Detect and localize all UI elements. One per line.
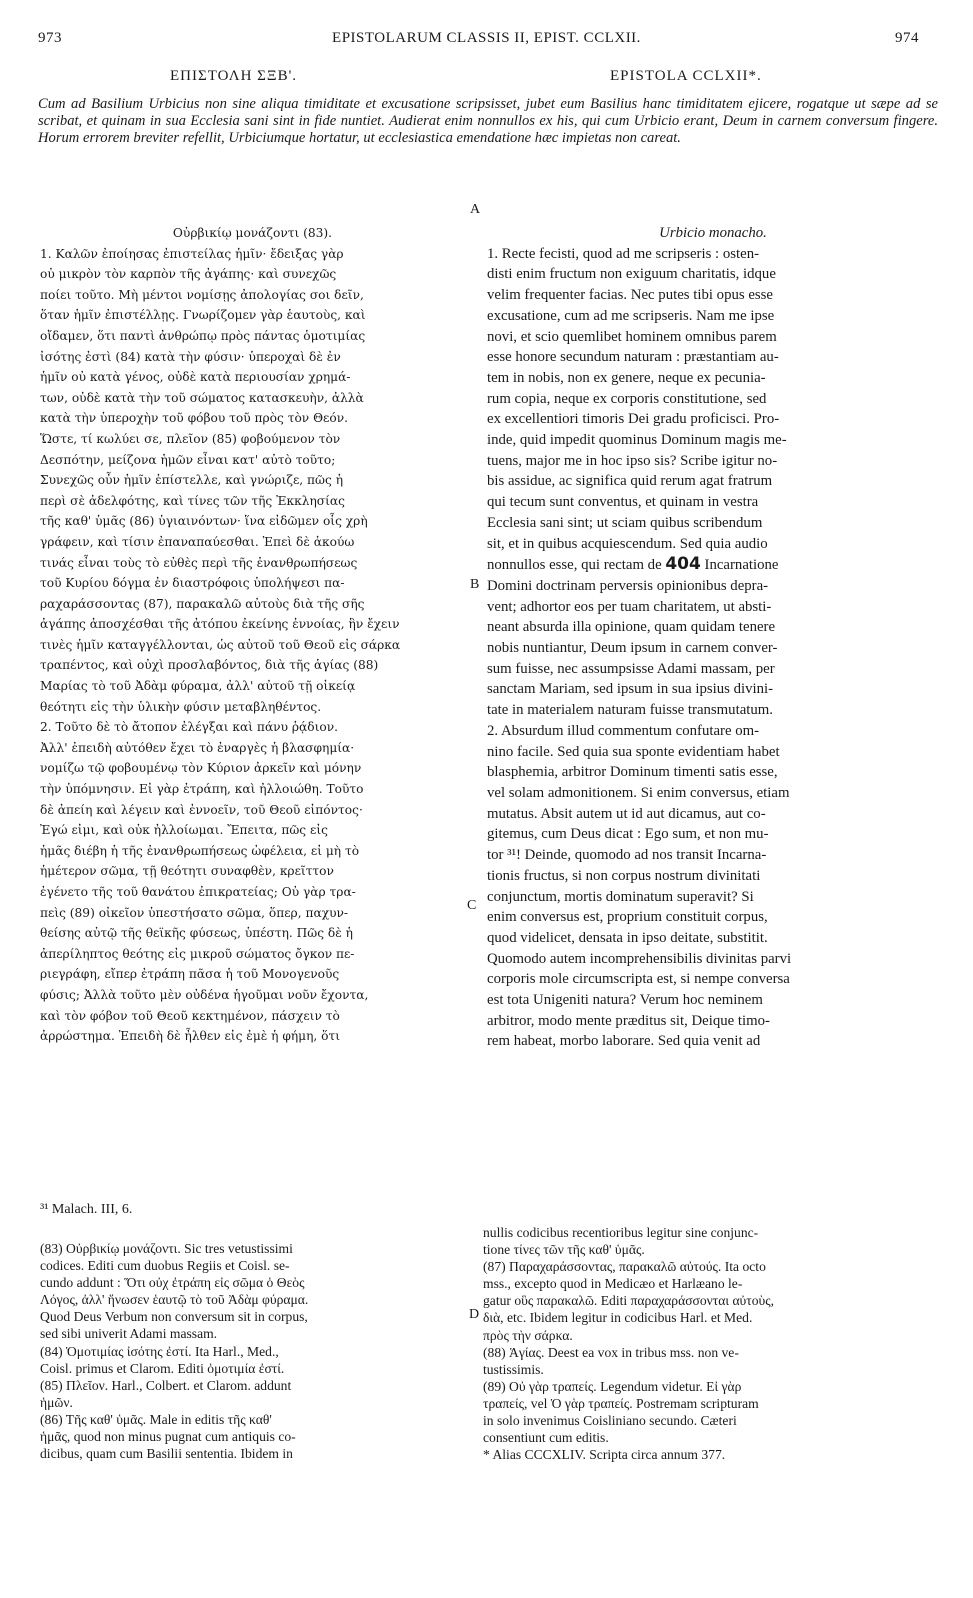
latin-text-line: neant absurda illa opinione, quam quidam tenere [487,619,776,636]
greek-text-line: πεὶς (89) οἰκεῖον ὑπεστήσατο σῶμα, ὅπερ, παχυν- [40,905,349,920]
greek-text-line: Δεσπότην, μείζονα ἡμῶν εἶναι κατ' αὐτὸ τοῦτο; [40,452,336,467]
greek-text-line: ἀρρώστημα. Ἐπειδὴ δὲ ἦλθεν εἰς ἐμὲ ἡ φήμη, ὅτι [40,1029,340,1044]
footnote-line: (83) Οὐρβικίῳ μονάζοντι. Sic tres vetustissimi [40,1241,293,1256]
footnotes-right [483,1224,941,1463]
latin-text-line: Ecclesia sani sint; ut sciam quibus scribendum [487,514,763,531]
latin-text-line: rum copia, neque ex corporis constitutione, sed [487,390,767,407]
latin-text-line: mutatus. Absit autem ut id aut dicamus, aut co- [487,805,766,822]
latin-line-404-pre: nonnullos esse, qui rectam de [487,557,666,574]
latin-text-line: 1. Recte fecisti, quod ad me scripseris : osten- [487,245,760,262]
latin-text-line: 2. Absurdum illud commentum confutare om- [487,722,760,739]
latin-text-line: sanctam Mariam, sed ipsum in sua ipsius divini- [487,681,774,698]
latin-text-line: quod videlicet, densata in ipso deitate, substitit. [487,929,768,946]
greek-text-line: τραπέντος, καὶ οὐχὶ προσλαβόντος, διὰ τῆς ἁγίας (88) [40,658,379,673]
greek-text-line: θεότητι εἰς τὴν ὑλικὴν φύσιν μεταβληθέντος. [40,699,322,714]
greek-text-line: Μαρίας τὸ τοῦ Ἀδὰμ φύραμα, ἀλλ' αὐτοῦ τῇ οἰκείᾳ [40,679,356,694]
latin-line-404-post: Incarnatione [700,557,779,574]
latin-text-line: blasphemia, arbitror Dominum timenti satis esse, [487,764,778,781]
greek-column [40,223,465,1047]
greek-text-line: Ὥστε, τί κωλύει σε, πλεῖον (85) φοβούμενον τὸν [40,431,341,446]
running-title: EPISTOLARUM CLASSIS II, EPIST. CCLXII. [332,30,641,46]
greek-text-line: ἀπερίληπτος θεότης εἰς μικροῦ σώματος ὄγκον πε- [40,946,355,961]
latin-epistle-title: EPISTOLA CCLXII*. [610,68,762,84]
greek-text-line: κατὰ τὴν ὑπεροχὴν τοῦ φόβου τοῦ πρὸς τὸν Θεόν. [40,411,348,426]
greek-text-line: ἡμῖν οὐ κατὰ γένος, οὐδὲ κατὰ περιουσίαν χρημά- [40,370,351,385]
latin-text-line: novi, et scio quemlibet hominem omnibus parem [487,328,777,345]
footnote-line: sed sibi univerit Adami massam. [40,1326,218,1342]
page-number-left: 973 [38,30,62,46]
greek-text-line: ραχαράσσοντας (87), παρακαλῶ αὐτοὺς διὰ τῆς σῆς [40,596,365,611]
latin-text-line: qui tecum sunt conventus, et quinam in vestra [487,494,759,511]
latin-text-line: esse honore secundum naturam : præstantiam au- [487,349,779,366]
latin-text-line: arbitror, modo mente præditus sit, Deique timo- [487,1012,770,1029]
margin-marker-b: B [470,577,480,592]
greek-text-line: τοῦ Κυρίου δόγμα ἐν διαστρόφοις ὑπολήψεσι πα- [40,576,345,591]
greek-text-line: τῆς καθ' ὑμᾶς (86) ὑγιαινόντων· ἵνα εἰδῶμεν οἷς χρὴ [40,514,368,529]
latin-text-line: bis assidue, ac significa quid rerum agat fratrum [487,473,773,490]
greek-text-line: νομίζω τῷ φοβουμένῳ τὸν Κύριον ἀρκεῖν καὶ μόνην [40,761,362,776]
footnote-line: tustissimis. [483,1361,544,1377]
footnote-line: * Alias CCCXLIV. Scripta circa annum 377. [483,1447,726,1463]
greek-text-line: των, οὐδὲ κατὰ τὴν τοῦ σώματος κατασκευὴν, ἀλλὰ [40,390,364,405]
footnote-line: gatur οὓς παρακαλῶ. Editi παραχαράσσονται αὐτοὺς, [483,1293,775,1309]
latin-text-line: tem in nobis, non ex genere, neque ex pecunia- [487,369,766,386]
footnote-line: Λόγος, ἀλλ' ἥνωσεν ἑαυτῷ τὸ τοῦ Ἀδὰμ φύραμα. [40,1292,309,1308]
epistle-summary: Cum ad Basilium Urbicius non sine aliqua timiditate et excusatione scripsisset, jubet eum Basilius hanc timiditatem ejicere, rogatque ut sæpe ad se scribat, et quinam in sua Ecclesia sani sint in fide nuntiet. Audierat enim nonnullos ex his, qui cum Urbicio erant, Deum in carnem conversum fingere. Horum errorem breviter refellit, Urbiciumque hortatur, ut ecclesiastica emendatione hæc impietas non careat. [38,96,938,146]
latin-text-line: est tota Unigeniti natura? Verum hoc neminem [487,992,763,1009]
latin-text-line: disti enim fructum non exiguum charitatis, idque [487,266,776,283]
footnote-line: mss., excepto quod in Medicæo et Harlæano le- [483,1276,743,1292]
footnote-line: πρὸς τὴν σάρκα. [483,1327,573,1343]
latin-text-line: nobis nuntiantur, Deum ipsum in carnem conver- [487,640,778,657]
latin-heading: Urbicio monacho. [659,225,767,241]
greek-text-line: 1. Καλῶν ἐποίησας ἐπιστείλας ἡμῖν· ἔδειξας γὰρ [40,246,344,261]
footnote-line: in solo invenimus Coisliniano secundo. Cæteri [483,1413,737,1429]
greek-epistle-title: ΕΠΙΣΤΟΛΗ ΣΞΒ'. [170,68,298,84]
margin-marker-a: A [470,202,481,217]
greek-text-line: ἡμᾶς διέβη ἡ τῆς ἐνανθρωπήσεως ὠφέλεια, εἰ μὴ τὸ [40,843,360,858]
greek-text-line: Ἀλλ' ἐπειδὴ αὐτόθεν ἔχει τὸ ἐναργὲς ἡ βλασφημία· [40,740,355,755]
footnote-line: dicibus, quam cum Basilii sententia. Ibidem in [40,1446,293,1462]
greek-text-line: ἰσότης ἐστὶ (84) κατὰ τὴν φύσιν· ὑπεροχαὶ δὲ ἐν [40,349,341,364]
footnote-line: τραπείς, vel Ὁ γὰρ τραπείς. Postremam scripturam [483,1395,759,1411]
greek-text-line: ἡμέτερον σῶμα, τῇ θεότητι συναφθὲν, κρεῖττον [40,864,334,879]
latin-text-line: tate in materialem naturam fuisse transmutatum. [487,702,773,719]
footnote-line: (86) Τῆς καθ' ὑμᾶς. Male in editis τῆς καθ' [40,1411,272,1427]
greek-text [40,244,465,1047]
footnote-line: (84) Ὁμοτιμίας ἰσότης ἐστί. Ita Harl., Med., [40,1343,279,1359]
latin-column [487,223,939,1052]
footnote-line: ἡμῶν. [40,1394,73,1410]
greek-text-line: ποίει τοῦτο. Μὴ μέντοι νομίσῃς ἀπολογίας σοι δεῖν, [40,287,364,302]
latin-text-line: nino facile. Sed quia sua sponte evidentiam habet [487,743,780,760]
latin-text-line: Domini doctrinam perversis opinionibus depra- [487,577,769,594]
greek-text-line: περὶ σὲ ἀδελφότης, καὶ τίνες τῶν τῆς Ἐκκλησίας [40,493,345,508]
latin-text-line: rem habeat, morbo laborare. Sed quia venit ad [487,1033,761,1050]
greek-text-line: τινάς εἶναι τοὺς τὸ εὐθὲς περὶ τῆς ἐνανθρωπήσεως [40,555,358,570]
scripture-reference: ³¹ Malach. III, 6. [40,1202,133,1217]
footnote-line: tione τίνες τῶν τῆς καθ' ὑμᾶς. [483,1242,645,1258]
latin-text-line: sit, et in quibus acquiescendum. Sed quia audio [487,535,768,552]
latin-text-line: vel solam admonitionem. Si enim conversus, etiam [487,784,790,801]
footnote-line: consentiunt cum editis. [483,1430,609,1446]
footnotes-left [40,1240,468,1462]
greek-text-line: φύσις; Ἀλλὰ τοῦτο μὲν οὐδένα ἡγοῦμαι νοῦν ἔχοντα, [40,987,369,1002]
greek-text-line: ἐγένετο τῆς τοῦ θανάτου ἐπικρατείας; Οὐ γὰρ τρα- [40,885,356,899]
footnote-line: codices. Editi cum duobus Regiis et Coisl. se- [40,1258,290,1274]
latin-text-line: vent; adhortor eos per tuam charitatem, ut absti- [487,598,772,615]
greek-text-line: ὅταν ἡμῖν ἐπιστέλλῃς. Γνωρίζομεν γὰρ ἑαυτοὺς, καὶ [40,308,366,323]
greek-text-line: ριεγράφη, εἴπερ ἐτράπη πᾶσα ἡ τοῦ Μονογενοῦς [40,967,340,982]
margin-marker-c: C [467,898,477,913]
latin-text-part-2 [487,576,939,1052]
page-number-right: 974 [895,30,919,46]
latin-text-line: inde, quid impedit quominus Dominum magis me- [487,432,787,449]
latin-text-part-1 [487,244,939,555]
greek-text-line: 2. Τοῦτο δὲ τὸ ἄτοπον ἐλέγξαι καὶ πάνυ ῥᾴδιον. [40,720,338,735]
greek-text-line: ἀγάπης ἀποσχέσθαι τῆς ἀτόπου ἐκείνης ἐννοίας, ἣν ἔχειν [40,617,400,632]
latin-text-line: sum fuisse, nec assumpsisse Adami massam, per [487,660,775,677]
greek-text-line: δὲ ἀπείη καὶ λέγειν καὶ ἐννοεῖν, τοῦ Θεοῦ εἰπόντος· [40,802,363,817]
latin-text-line: ex excellentiori timoris Dei gradu proficisci. Pro- [487,411,780,428]
latin-text-line: Quomodo autem incomprehensibilis divinitas parvi [487,950,792,967]
latin-text-line: conjunctum, mortis dominatum superavit? Si [487,888,754,905]
latin-text-line: corporis mole circumscripta est, si nempe conversa [487,971,790,988]
footnote-line: (87) Παραχαράσσοντας, παρακαλῶ αὐτούς. Ita octo [483,1259,766,1275]
latin-line-with-page-mark [487,554,939,576]
footnote-line: διὰ, etc. Ibidem legitur in codicibus Harl. et Med. [483,1310,753,1326]
footnote-line: Coisl. primus et Clarom. Editi ὁμοτιμία ἐστί. [40,1360,285,1376]
greek-text-line: καὶ τὸν φόβον τοῦ Θεοῦ κεκτημένον, πάσχειν τὸ [40,1008,340,1023]
footnote-line: ἡμᾶς, quod non minus pugnat cum antiquis co- [40,1429,296,1445]
latin-text-line: velim frequenter facias. Nec putes tibi opus esse [487,287,773,304]
footnote-line: (85) Πλεῖον. Harl., Colbert. et Clarom. addunt [40,1377,292,1393]
greek-text-line: τὴν ὑπόμνησιν. Εἰ γὰρ ἐτράπη, καὶ ἠλλοιώθη. Τοῦτο [40,782,364,797]
margin-marker-d: D [469,1307,480,1322]
greek-text-line: οὐ μικρὸν τὸν καρπὸν τῆς ἀγάπης· καὶ συνεχῶς [40,267,337,282]
greek-text-line: τινὲς ἡμῖν καταγγέλλονται, ὡς αὐτοῦ τοῦ Θεοῦ εἰς σάρκα [40,637,401,652]
latin-text-line: tor ³¹! Deinde, quomodo ad nos transit Incarna- [487,847,767,864]
latin-text-line: tionis fructus, si non corpus nostrum divinitati [487,867,761,884]
greek-heading: Οὐρβικίῳ μονάζοντι (83). [172,226,333,240]
page-marker-404: 404 [665,554,701,575]
greek-text-line: Ἐγώ εἰμι, καὶ οὐκ ἠλλοίωμαι. Ἔπειτα, πῶς εἰς [40,823,328,838]
latin-text-line: tuens, major me in hoc ipso sis? Scribe igitur no- [487,452,778,469]
footnote-line: cundo addunt : Ὅτι οὐχ ἐτράπη εἰς σῶμα ὁ Θεὸς [40,1275,305,1291]
greek-text-line: Συνεχῶς οὖν ἡμῖν ἐπίστελλε, καὶ γνώριζε, πῶς ἡ [40,473,343,488]
greek-text-line: γράφειν, καὶ τίσιν ἐπαναπαύεσθαι. Ἐπεὶ δὲ ἀκούω [40,534,355,549]
latin-text-line: gitemus, cum Deus dicat : Ego sum, et non mu- [487,826,769,843]
footnote-line: (89) Οὐ γὰρ τραπείς. Legendum videtur. Εἰ γὰρ [483,1378,742,1394]
greek-text-line: θείσης αὐτῷ τῆς θεϊκῆς φύσεως, ὑπέστη. Πῶς δὲ ἡ [40,926,353,941]
latin-text-line: excusatione, cum ad me scripseris. Nam me ipse [487,307,775,324]
footnote-line: Quod Deus Verbum non conversum sit in corpus, [40,1309,308,1325]
greek-text-line: οἴδαμεν, ὅτι παντὶ ἀνθρώπῳ πρὸς πάντας ὁμοτιμίας [40,328,366,343]
footnote-line: nullis codicibus recentioribus legitur sine conjunc- [483,1225,759,1240]
footnote-line: (88) Ἁγίας. Deest ea vox in tribus mss. non ve- [483,1344,739,1360]
latin-text-line: enim conversus est, proprium constituit corpus, [487,909,768,926]
